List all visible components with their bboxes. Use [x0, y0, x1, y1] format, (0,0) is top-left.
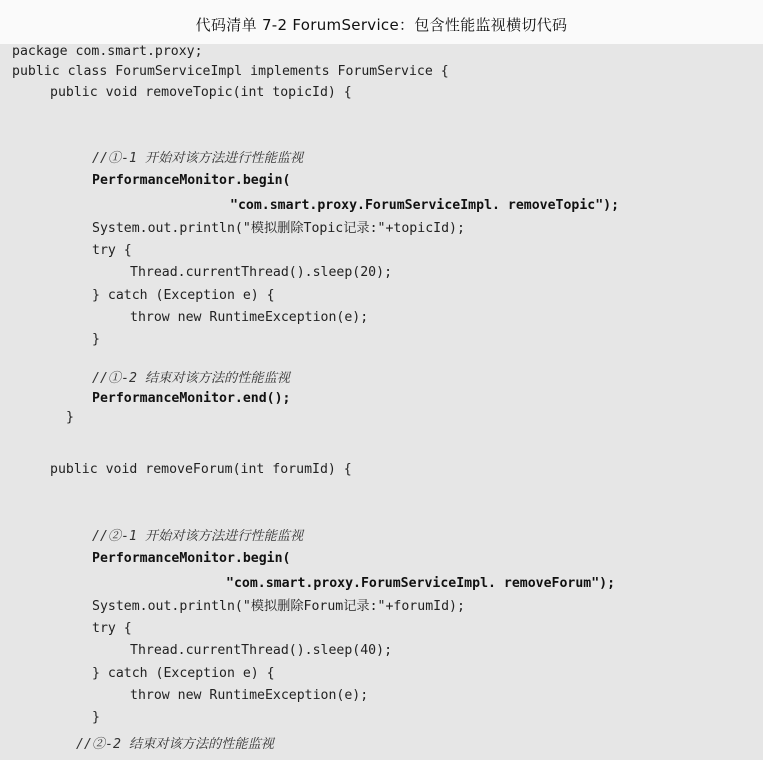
listing-caption: 代码清单 7-2 ForumService：包含性能监视横切代码	[195, 16, 568, 34]
code-line: }	[92, 332, 100, 347]
code-line: try {	[92, 243, 132, 258]
code-line: public class ForumServiceImpl implements ForumService {	[12, 64, 449, 79]
code-comment-line: //①-1 开始对该方法进行性能监视	[92, 151, 304, 166]
code-line: "com.smart.proxy.ForumServiceImpl. removeTopic");	[230, 198, 620, 213]
code-comment-line: //②-2 结束对该方法的性能监视	[76, 737, 274, 752]
code-line: try {	[92, 621, 132, 636]
code-line: }	[92, 710, 100, 725]
code-line: Thread.currentThread().sleep(40);	[130, 643, 393, 658]
code-line: Thread.currentThread().sleep(20);	[130, 265, 393, 280]
code-block	[0, 44, 763, 760]
code-line: package com.smart.proxy;	[12, 44, 203, 59]
code-comment-line: //①-2 结束对该方法的性能监视	[92, 371, 290, 386]
code-line: PerformanceMonitor.begin(	[92, 173, 291, 188]
code-line: public void removeForum(int forumId) {	[50, 462, 352, 477]
code-line: System.out.println("模拟删除Forum记录:"+forumId);	[92, 599, 465, 614]
code-line: throw new RuntimeException(e);	[130, 688, 369, 703]
code-line: } catch (Exception e) {	[92, 288, 275, 303]
code-comment-line: //②-1 开始对该方法进行性能监视	[92, 529, 304, 544]
code-line: "com.smart.proxy.ForumServiceImpl. removeForum");	[226, 576, 616, 591]
code-line: PerformanceMonitor.begin(	[92, 551, 291, 566]
code-line: throw new RuntimeException(e);	[130, 310, 369, 325]
code-line: public void removeTopic(int topicId) {	[50, 85, 352, 100]
code-line: } catch (Exception e) {	[92, 666, 275, 681]
code-line: System.out.println("模拟删除Topic记录:"+topicId);	[92, 221, 465, 236]
code-line: }	[66, 410, 74, 425]
code-line: PerformanceMonitor.end();	[92, 391, 291, 406]
